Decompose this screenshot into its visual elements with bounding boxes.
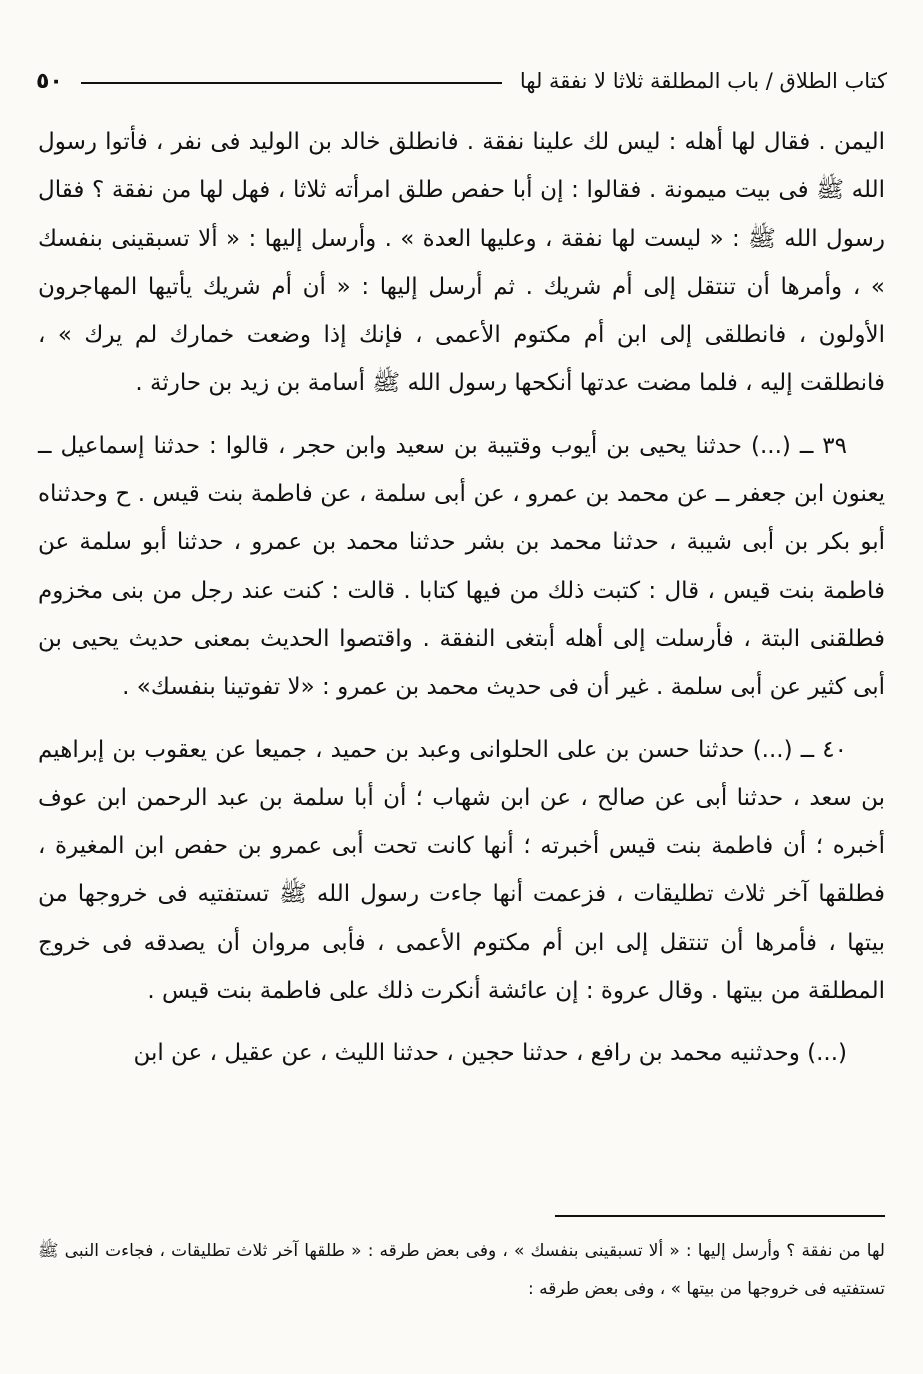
footnote-divider [555, 1215, 885, 1217]
hadith-39: ٣٩ ــ (...) حدثنا يحيى بن أيوب وقتيبة بن سعيد وابن حجر ، قالوا : حدثنا إسماعيل ــ يعنون ابن جعفر ــ عن محمد بن عمرو ، عن أبى سلمة ، عن فاطمة بنت قيس . ح وحدثناه أبو بكر بن أبى شيبة ، حدثنا محمد بن بشر حدثنا محمد بن عمرو ، حدثنا أبو سلمة عن فاطمة بنت قيس ، قال : كتبت ذلك من فيها كتابا . قالت : كنت عند رجل من بنى مخزوم فطلقنى البتة ، فأرسلت إلى أهله أبتغى النفقة . واقتصوا الحديث بمعنى حديث يحيى بن أبى كثير عن أبى سلمة . غير أن فى حديث محمد بن عمرو : «لا تفوتينا بنفسك» . [38, 432, 885, 701]
running-header [36, 64, 887, 98]
header-rule [81, 82, 502, 84]
header-title: كتاب الطلاق / باب المطلقة ثلاثا لا نفقة لها [519, 69, 887, 93]
footnote: لها من نفقة ؟ وأرسل إليها : « ألا تسبقينى بنفسك » ، وفى بعض طرقه : « طلقها آخر ثلاث تطليقات ، فجاءت النبى ﷺ تستفتيه فى خروجها من بيتها » ، وفى بعض طرقه : [38, 1241, 885, 1299]
page-number: ٥٠ [36, 68, 63, 94]
hadith-40-variant: (...) وحدثنيه محمد بن رافع ، حدثنا حجين ، حدثنا الليث ، عن عقيل ، عن ابن [133, 1040, 847, 1067]
paragraph-continuation: اليمن . فقال لها أهله : ليس لك علينا نفقة . فانطلق خالد بن الوليد فى نفر ، فأتوا رسول الله ﷺ فى بيت ميمونة . فقالوا : إن أبا حفص طلق امرأته ثلاثا ، فهل لها من نفقة ؟ فقال رسول الله ﷺ : « ليست لها نفقة ، وعليها العدة » . وأرسل إليها : « ألا تسبقينى بنفسك » ، وأمرها أن تنتقل إلى أم شريك . ثم أرسل إليها : « أن أم شريك يأتيها المهاجرون الأولون ، فانطلقى إلى ابن أم مكتوم الأعمى ، فإنك إذا وضعت خمارك لم يرك » ، فانطلقت إليه ، فلما مضت عدتها أنكحها رسول الله ﷺ أسامة بن زيد بن حارثة . [38, 129, 885, 397]
hadith-40: ٤٠ ــ (...) حدثنا حسن بن على الحلوانى وعبد بن حميد ، جميعا عن يعقوب بن إبراهيم بن سعد ، حدثنا أبى عن صالح ، عن ابن شهاب ؛ أن أبا سلمة بن عبد الرحمن ابن عوف أخبره ؛ أن فاطمة بنت قيس أخبرته ؛ أنها كانت تحت أبى عمرو بن حفص ابن المغيرة ، فطلقها آخر ثلاث تطليقات ، فزعمت أنها جاءت رسول الله ﷺ تستفتيه فى خروجها من بيتها ، فأمرها أن تنتقل إلى ابن أم مكتوم الأعمى ، فأبى مروان أن يصدقه فى خروج المطلقة من بيتها . وقال عروة : إن عائشة أنكرت ذلك على فاطمة بنت قيس . [38, 736, 885, 1005]
main-text [38, 118, 885, 1092]
